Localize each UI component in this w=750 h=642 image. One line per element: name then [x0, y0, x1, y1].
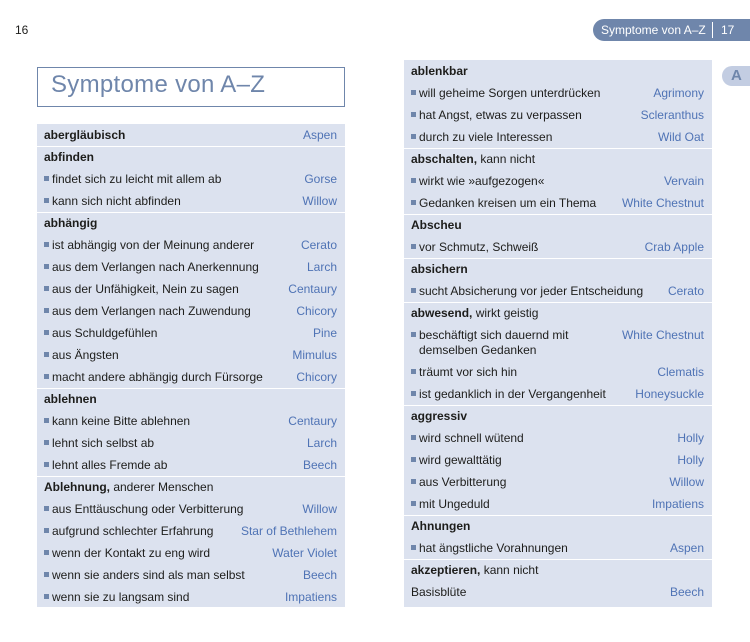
term-heading-row [404, 258, 712, 280]
bullet-icon [411, 200, 416, 205]
remedy-name: White Chestnut [621, 196, 704, 210]
symptom-text: findet sich zu leicht mit allem ab [52, 172, 222, 186]
symptom-row [404, 383, 712, 405]
bullet-icon [411, 90, 416, 95]
symptom-text: wirkt wie »aufgezogen« [419, 174, 545, 188]
term-keyword: ablenkbar [411, 64, 468, 78]
remedy-name: Beech [302, 568, 337, 582]
remedy-name: Scleranthus [640, 108, 704, 122]
term-qualifier: wirkt geistig [472, 306, 539, 320]
symptom-row [404, 104, 712, 126]
term-heading [44, 480, 213, 494]
bullet-icon [44, 528, 49, 533]
term-heading-row [37, 146, 345, 168]
bullet-icon [44, 352, 49, 357]
bullet-icon [411, 501, 416, 506]
symptom-text-line: demselben Gedanken [419, 343, 537, 357]
term-heading [411, 152, 535, 166]
bullet-icon [411, 288, 416, 293]
remedy-name: Cerato [300, 238, 337, 252]
symptom-row [37, 300, 345, 322]
remedy-name: Beech [302, 458, 337, 472]
header-divider [712, 22, 713, 38]
symptom-text: aus dem Verlangen nach Anerkennung [52, 260, 259, 274]
symptom-text: hat ängstliche Vorahnungen [419, 541, 568, 555]
term-heading [44, 128, 125, 142]
symptom-row [404, 170, 712, 192]
bullet-icon [411, 244, 416, 249]
chapter-header-tab [593, 19, 750, 41]
bullet-icon [411, 332, 416, 337]
term-keyword: akzeptieren, [411, 563, 481, 577]
remedy-name: Chicory [296, 370, 337, 384]
symptom-text: will geheime Sorgen unterdrücken [419, 86, 601, 100]
symptom-row [404, 82, 712, 104]
term-heading [411, 64, 468, 78]
bullet-icon [411, 545, 416, 550]
symptom-text: hat Angst, etwas zu verpassen [419, 108, 582, 122]
bullet-icon [411, 134, 416, 139]
remedy-name: Willow [669, 475, 704, 489]
bullet-icon [44, 572, 49, 577]
symptom-text: träumt vor sich hin [419, 365, 518, 379]
term-heading [411, 409, 467, 423]
symptom-text: aufgrund schlechter Erfahrung [52, 524, 214, 538]
term-qualifier: anderer Menschen [110, 480, 214, 494]
symptom-row [37, 410, 345, 432]
remedy-name: Mimulus [292, 348, 337, 362]
term-keyword: Abscheu [411, 218, 462, 232]
symptom-row [404, 471, 712, 493]
symptom-text: Basisblüte [411, 585, 467, 599]
term-heading-row [404, 515, 712, 537]
symptom-text: lehnt sich selbst ab [52, 436, 155, 450]
bullet-icon [44, 440, 49, 445]
bullet-icon [411, 457, 416, 462]
symptom-text: ist gedanklich in der Vergangenheit [419, 387, 606, 401]
term-keyword: aggressiv [411, 409, 468, 423]
chapter-title: Symptome von A–Z [601, 23, 706, 37]
term-heading [44, 216, 97, 230]
remedy-name: Holly [677, 431, 704, 445]
remedy-name: Beech [669, 585, 704, 599]
remedy-name: Pine [312, 326, 337, 340]
bullet-icon [44, 330, 49, 335]
remedy-name: Wild Oat [657, 130, 704, 144]
bullet-icon [411, 112, 416, 117]
term-heading-row [404, 60, 712, 82]
symptom-text: Gedanken kreisen um ein Thema [419, 196, 597, 210]
remedy-name: Impatiens [284, 590, 337, 604]
term-heading-row [404, 405, 712, 427]
symptom-row [404, 537, 712, 559]
symptom-row [404, 236, 712, 258]
symptom-text: ist abhängig von der Meinung anderer [52, 238, 255, 252]
remedy-name: Cerato [667, 284, 704, 298]
term-heading [411, 519, 470, 533]
symptom-text: wird schnell wütend [419, 431, 524, 445]
symptom-text-line: beschäftigt sich dauernd mit [419, 328, 569, 342]
remedy-name: Aspen [302, 128, 337, 142]
bullet-icon [411, 391, 416, 396]
remedy-name: Holly [677, 453, 704, 467]
symptom-row [37, 322, 345, 344]
remedy-name: Centaury [288, 414, 337, 428]
remedy-name: Water Violet [272, 546, 337, 560]
remedy-name: Aspen [669, 541, 704, 555]
term-heading [44, 392, 97, 406]
section-title: Symptome von A–Z [51, 71, 266, 98]
symptom-row [37, 168, 345, 190]
symptom-text: kann sich nicht abfinden [52, 194, 181, 208]
term-keyword: Ablehnung, [44, 480, 110, 494]
symptom-text: aus der Unfähigkeit, Nein zu sagen [52, 282, 239, 296]
symptom-row [404, 126, 712, 148]
symptom-row [37, 454, 345, 476]
symptom-row [37, 564, 345, 586]
symptom-text: wenn sie zu langsam sind [52, 590, 190, 604]
symptom-text: aus Verbitterung [419, 475, 507, 489]
page-number-left: 16 [15, 23, 29, 37]
term-heading-row [404, 214, 712, 236]
symptom-text: vor Schmutz, Schweiß [419, 240, 539, 254]
remedy-name: Clematis [657, 365, 704, 379]
section-title-box [37, 67, 345, 107]
remedy-name: Willow [302, 502, 337, 516]
symptom-row [37, 344, 345, 366]
symptom-text: mit Ungeduld [419, 497, 490, 511]
remedy-name: Chicory [296, 304, 337, 318]
symptom-list-left [37, 124, 345, 607]
remedy-name: Crab Apple [644, 240, 704, 254]
remedy-name: Star of Bethlehem [240, 524, 337, 538]
bullet-icon [44, 308, 49, 313]
symptom-row [37, 498, 345, 520]
symptom-row [37, 432, 345, 454]
term-qualifier: kann nicht [477, 152, 536, 166]
symptom-text: sucht Absicherung vor jeder Entscheidung [419, 284, 644, 298]
bullet-icon [44, 264, 49, 269]
symptom-row [37, 278, 345, 300]
term-heading-row [404, 302, 712, 324]
bullet-icon [44, 176, 49, 181]
remedy-name: Larch [306, 436, 337, 450]
symptom-row [37, 520, 345, 542]
symptom-text: wenn der Kontakt zu eng wird [52, 546, 211, 560]
term-keyword: absichern [411, 262, 468, 276]
symptom-text: aus Enttäuschung oder Verbitterung [52, 502, 244, 516]
remedy-name: Agrimony [653, 86, 704, 100]
remedy-name: Honeysuckle [635, 387, 704, 401]
symptom-text: wenn sie anders sind als man selbst [52, 568, 245, 582]
term-heading-row [37, 388, 345, 410]
term-keyword: abschalten, [411, 152, 478, 166]
remedy-name: White Chestnut [621, 328, 704, 342]
bullet-icon [411, 178, 416, 183]
symptom-row [404, 324, 712, 361]
symptom-row [404, 581, 712, 603]
symptom-row [404, 427, 712, 449]
symptom-text: kann keine Bitte ablehnen [52, 414, 191, 428]
term-heading [44, 150, 94, 164]
term-heading-row [404, 148, 712, 170]
symptom-text [419, 328, 568, 358]
bullet-icon [44, 418, 49, 423]
symptom-row [37, 256, 345, 278]
term-qualifier: kann nicht [480, 563, 539, 577]
symptom-row [404, 449, 712, 471]
bullet-icon [411, 369, 416, 374]
remedy-name: Centaury [288, 282, 337, 296]
symptom-row [37, 190, 345, 212]
remedy-name: Willow [302, 194, 337, 208]
bullet-icon [44, 286, 49, 291]
symptom-row [37, 234, 345, 256]
bullet-icon [411, 435, 416, 440]
symptom-text: macht andere abhängig durch Fürsorge [52, 370, 263, 384]
term-heading [411, 563, 538, 577]
bullet-icon [44, 462, 49, 467]
bullet-icon [411, 479, 416, 484]
page-number-right: 17 [721, 23, 735, 37]
bullet-icon [44, 506, 49, 511]
term-heading-row [37, 476, 345, 498]
symptom-row [404, 493, 712, 515]
bullet-icon [44, 594, 49, 599]
remedy-name: Vervain [663, 174, 704, 188]
term-keyword: abfinden [44, 150, 94, 164]
symptom-text: durch zu viele Interessen [419, 130, 553, 144]
symptom-row [404, 280, 712, 302]
term-heading [411, 306, 538, 320]
remedy-name: Impatiens [651, 497, 704, 511]
symptom-text: aus Ängsten [52, 348, 119, 362]
symptom-text: aus Schuldgefühlen [52, 326, 158, 340]
term-heading-row [404, 559, 712, 581]
term-keyword: abwesend, [411, 306, 473, 320]
bullet-icon [44, 198, 49, 203]
remedy-name: Larch [306, 260, 337, 274]
term-keyword: abhängig [44, 216, 98, 230]
bullet-icon [44, 242, 49, 247]
term-heading [411, 262, 468, 276]
symptom-text: aus dem Verlangen nach Zuwendung [52, 304, 251, 318]
term-heading [411, 218, 462, 232]
symptom-row [37, 586, 345, 608]
symptom-row [37, 366, 345, 388]
symptom-list-right [404, 60, 712, 607]
term-keyword: Ahnungen [411, 519, 471, 533]
symptom-row [404, 361, 712, 383]
bullet-icon [44, 550, 49, 555]
symptom-row [37, 542, 345, 564]
term-keyword: abergläubisch [44, 128, 126, 142]
bullet-icon [44, 374, 49, 379]
symptom-text: wird gewalttätig [419, 453, 502, 467]
symptom-row [404, 192, 712, 214]
term-keyword: ablehnen [44, 392, 97, 406]
term-heading-row [37, 212, 345, 234]
term-heading-row [37, 124, 345, 146]
remedy-name: Gorse [304, 172, 337, 186]
index-letter-tab[interactable]: A [722, 66, 750, 86]
symptom-text: lehnt alles Fremde ab [52, 458, 168, 472]
